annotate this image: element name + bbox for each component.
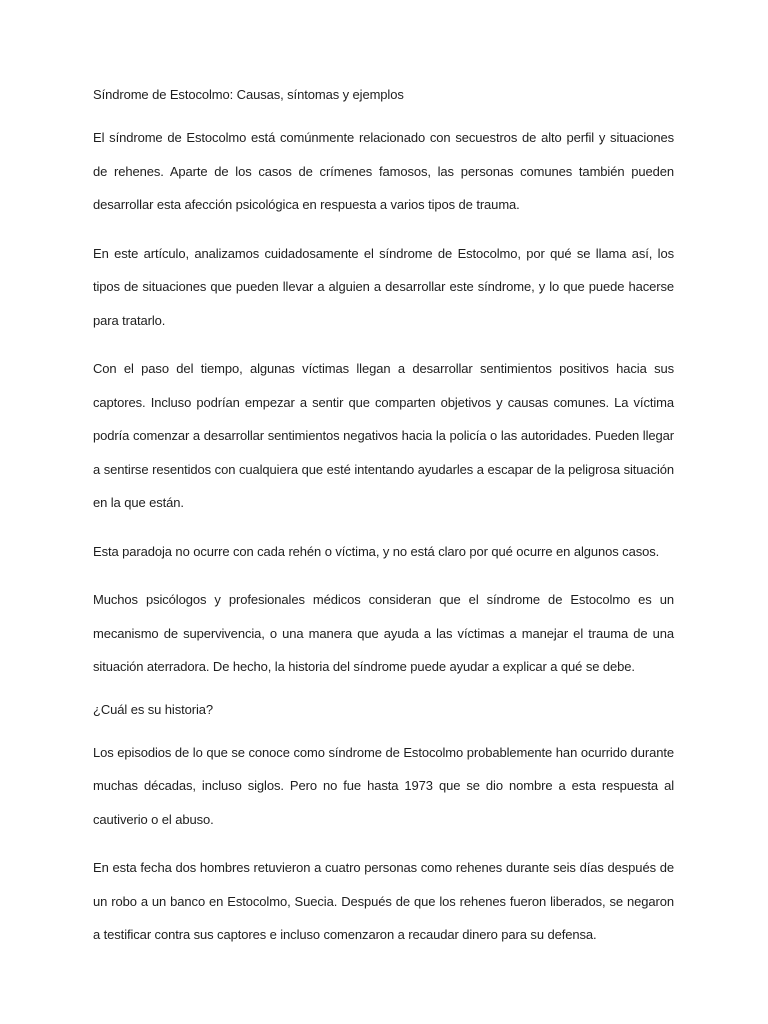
paragraph: Los episodios de lo que se conoce como síndrome de Estocolmo probablemente han ocurrido durante muchas décadas, incluso siglos. Pero no fue hasta 1973 que se dio nombre a esta respuesta al cautiverio o el abuso. — [93, 744, 674, 827]
paragraph: En esta fecha dos hombres retuvieron a cuatro personas como rehenes durante seis días después de un robo a un banco en Estocolmo, Suecia. Después de que los rehenes fueron liberados, se negaron a testificar contra sus captores e incluso comenzaron a recaudar dinero para su defensa. — [93, 860, 674, 942]
section-heading: ¿Cuál es su historia? — [93, 701, 214, 717]
paragraph: En este artículo, analizamos cuidadosamente el síndrome de Estocolmo, por qué se llama así, los tipos de situaciones que pueden llevar a alguien a desarrollar este síndrome, y lo que puede hacerse para tratarlo. — [93, 245, 674, 328]
paragraph: Muchos psicólogos y profesionales médicos consideran que el síndrome de Estocolmo es un mecanismo de supervivencia, o una manera que ayuda a las víctimas a manejar el trauma de una situación aterradora. De hecho, la historia del síndrome puede ayudar a explicar a qué se debe. — [93, 592, 674, 674]
document-title: Síndrome de Estocolmo: Causas, síntomas y ejemplos — [93, 87, 404, 102]
document-body — [93, 84, 674, 967]
paragraph: Esta paradoja no ocurre con cada rehén o víctima, y no está claro por qué ocurre en algunos casos. — [93, 543, 660, 559]
paragraph: El síndrome de Estocolmo está comúnmente relacionado con secuestros de alto perfil y situaciones de rehenes. Aparte de los casos de crímenes famosos, las personas comunes también pueden desarrollar esta afección psicológica en respuesta a varios tipos de trauma. — [93, 130, 674, 212]
paragraph: Con el paso del tiempo, algunas víctimas llegan a desarrollar sentimientos positivos hacia sus captores. Incluso podrían empezar a sentir que comparten objetivos y causas comunes. La víctima podría comenzar a desarrollar sentimientos negativos hacia la policía o las autoridades. Pueden llegar a sentirse resentidos con cualquiera que esté intentando ayudarles a escapar de la peligrosa situación en la que están. — [93, 361, 674, 510]
